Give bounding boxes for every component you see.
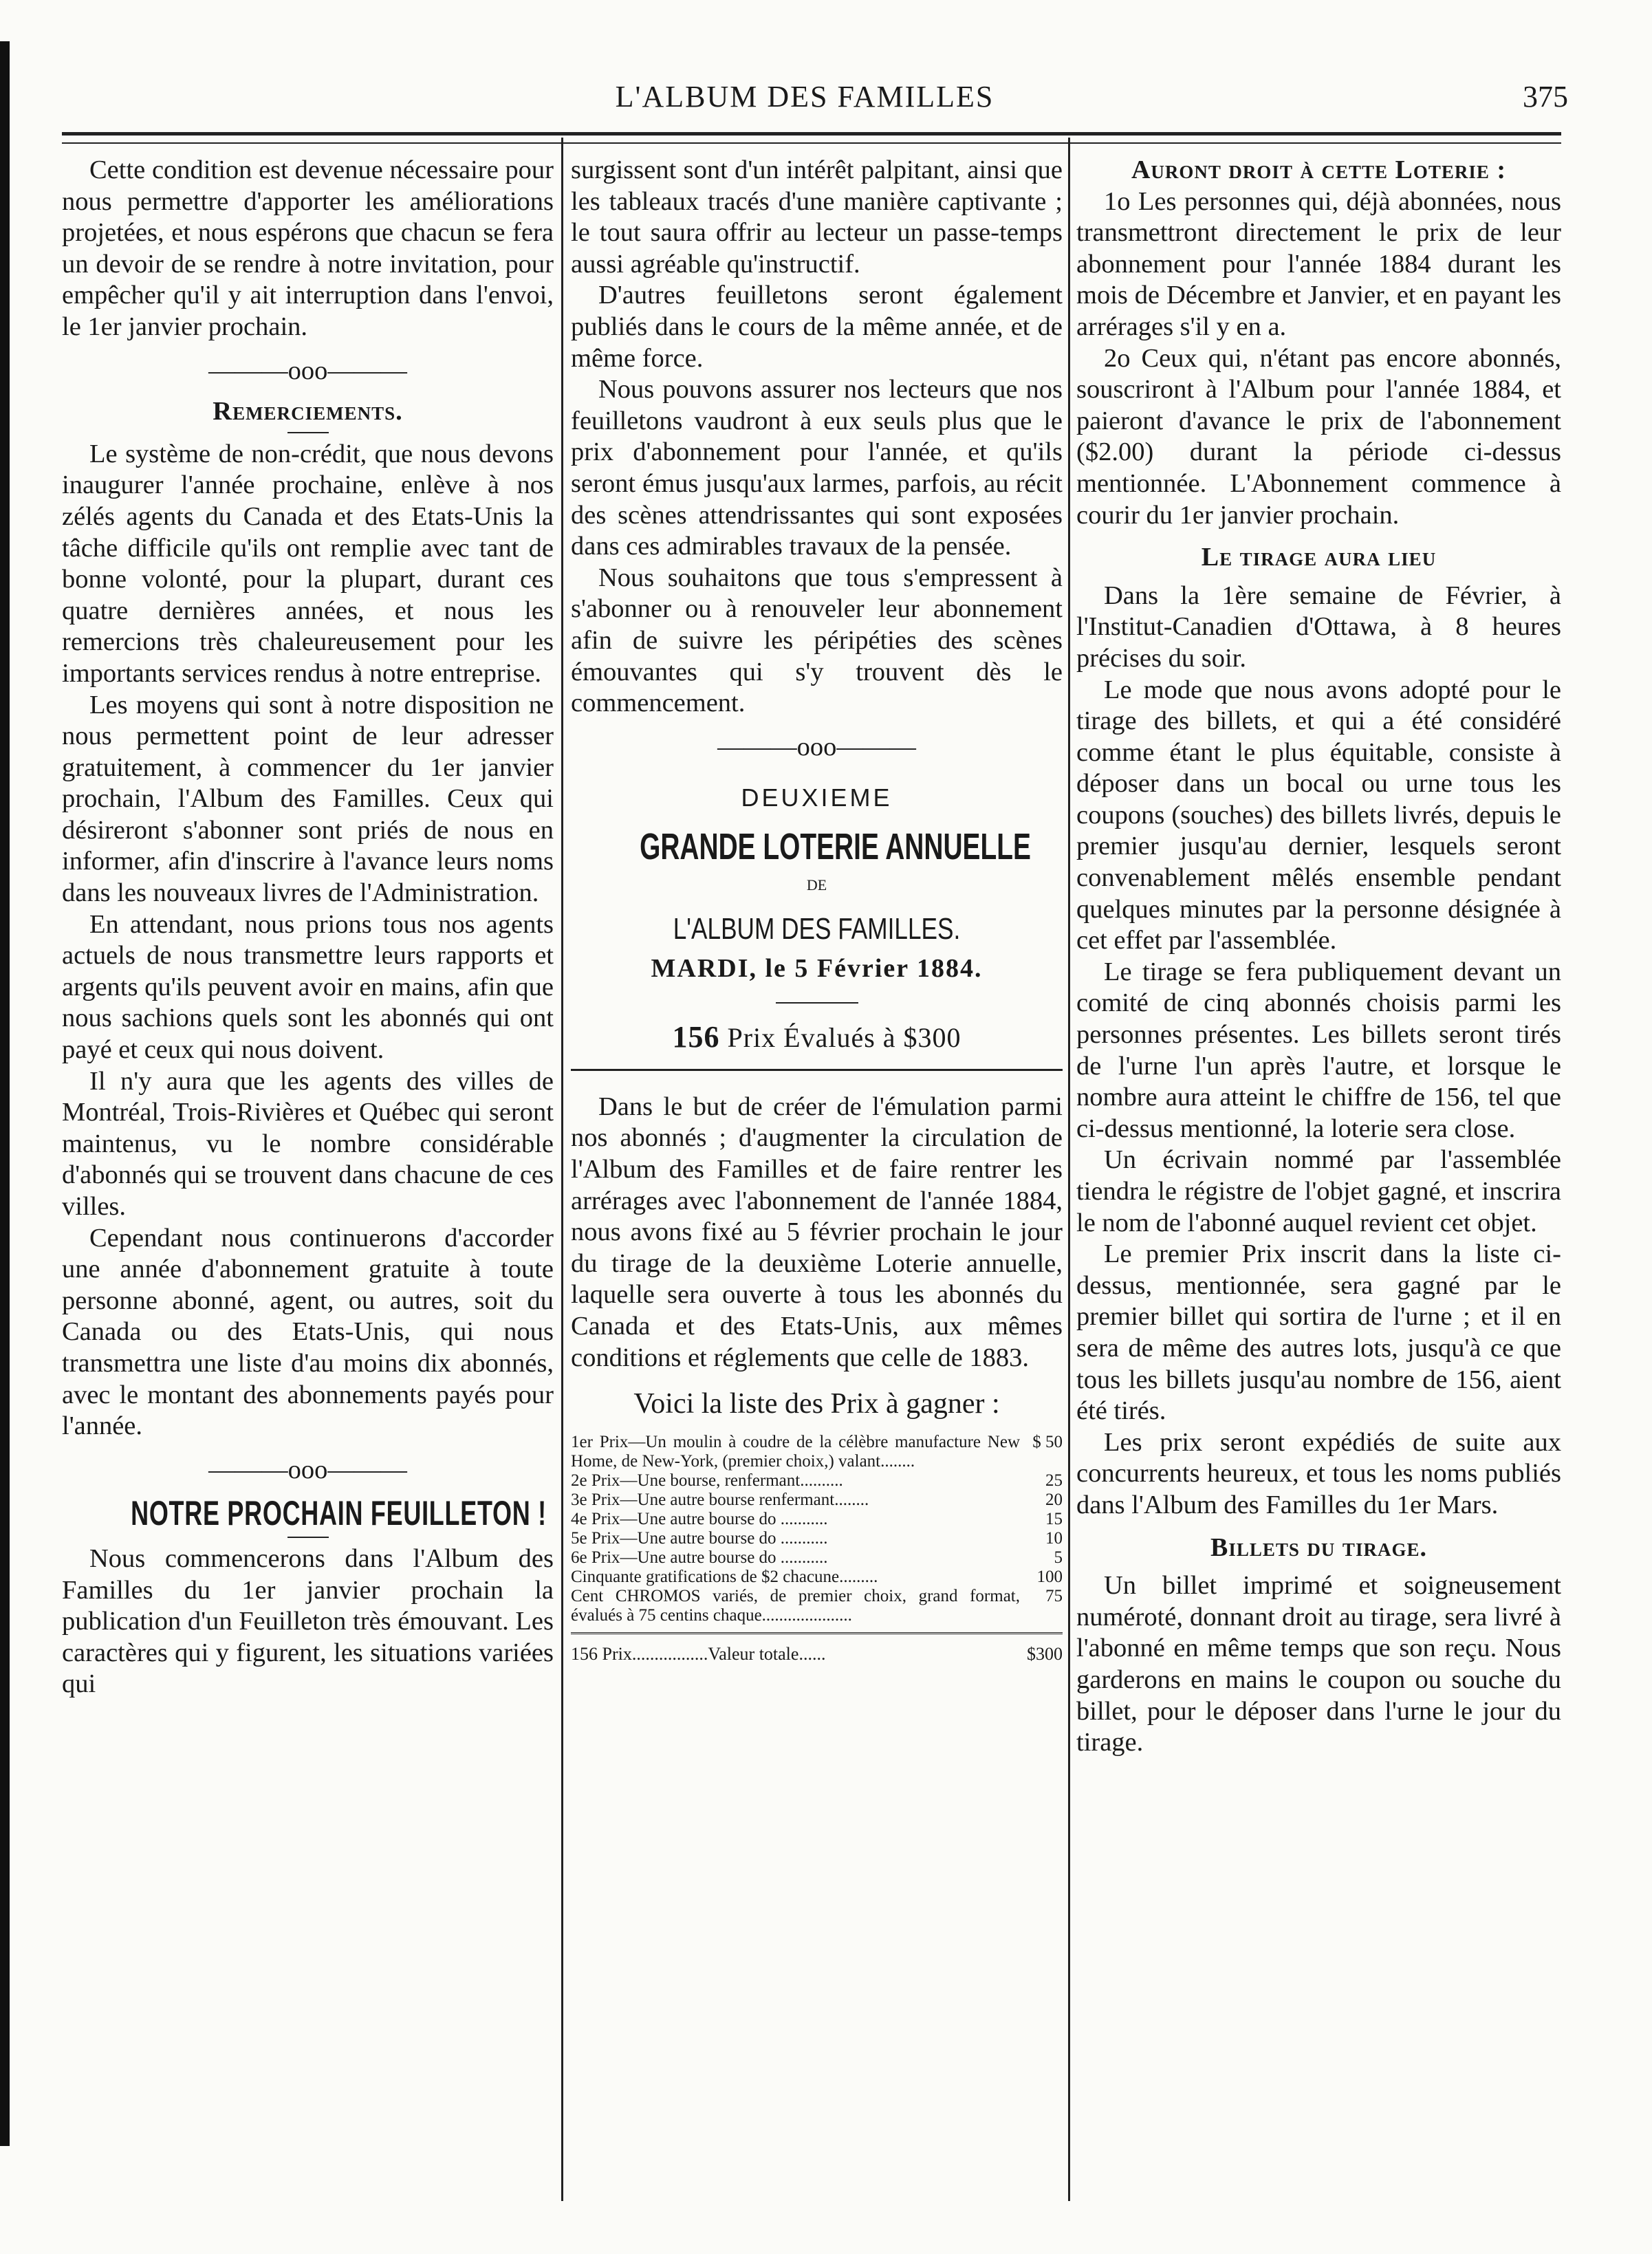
lottery-album: L'ALBUM DES FAMILLES. — [673, 912, 961, 946]
paragraph: Un écrivain nommé par l'assemblée tiendra le régistre de l'objet gagné, et inscrira le nom de l'abonné auquel revient cet objet. — [1076, 1145, 1561, 1237]
prize-amount: 100 — [1036, 1567, 1063, 1586]
paragraph: Nous commencerons dans l'Album des Familles du 1er janvier prochain la publication d'un Feuilleton très émouvant. Les caractères qui y figurent, les situations variées qui — [62, 1543, 554, 1699]
paragraph: Nous pouvons assurer nos lecteurs que nos feuilletons vaudront à eux seuls plus que le prix d'abonnement pour l'année, et qu'ils seront émus jusqu'aux larmes, parfois, au récit des scènes attendrissantes qui sont exposées dans ces admirables travaux de la pensée. — [571, 375, 1063, 561]
paragraph: Le mode que nous avons adopté pour le tirage des billets, et qui a été considéré comme étant le plus équitable, consiste à déposer dans un bocal ou urne tous les coupons (souches) des billets livrés, depuis le premier jusqu'au dernier, lesquels seront convenablement mêlés ensemble pendant quelques minutes par la personne désignée à cet effet par l'assemblée. — [1076, 675, 1561, 955]
prize-row — [571, 1510, 1063, 1529]
lottery-deuxieme: DEUXIEME — [741, 783, 893, 812]
paragraph: Cependant nous continuerons d'accorder une année d'abonnement gratuite à toute personne abonné, agent, ou autres, soit du Canada ou des Etats-Unis, qui nous transmettra une liste d'au moins dix abonnés, avec le montant des abonnements payés pour l'année. — [62, 1223, 554, 1441]
paragraph: Nous souhaitons que tous s'empressent à s'abonner ou à renouveler leur abonnement afin de suivre les péripéties des scènes émouvantes qui s'y trouvent dès le commencement. — [571, 563, 1063, 718]
column-1 — [62, 155, 554, 2204]
prize-label: 4e Prix—Une autre bourse do ........... — [571, 1509, 828, 1528]
total-label: 156 Prix.................Valeur totale...... — [571, 1643, 826, 1664]
separator: ———ooo——— — [208, 1455, 407, 1484]
prize-row — [571, 1471, 1063, 1491]
prize-value-text: Prix Évalués à $300 — [727, 1022, 961, 1054]
lottery-date: MARDI, le 5 Février 1884. — [651, 953, 983, 983]
prize-label: 3e Prix—Une autre bourse renfermant........ — [571, 1490, 869, 1509]
prize-label: 6e Prix—Une autre bourse do ........... — [571, 1548, 828, 1567]
page-edge — [0, 41, 10, 2146]
prize-amount: 5 — [1054, 1548, 1063, 1567]
prize-row — [571, 1568, 1063, 1587]
prize-table — [571, 1433, 1063, 1625]
prize-amount: 20 — [1045, 1490, 1063, 1509]
separator: ———ooo——— — [717, 732, 916, 761]
page-header — [41, 72, 1568, 127]
prize-label: 1er Prix—Un moulin à coudre de la célèbre manufacture New Home, de New-York, (premier choix,) valant........ — [571, 1432, 1020, 1471]
paragraph: Cette condition est devenue nécessaire pour nous permettre d'apporter les améliorations projetées, et nous espérons que chacun se fera un devoir de se rendre à notre invitation, pour empêcher qu'il y ait interruption dans l'envoi, le 1er janvier prochain. — [62, 155, 554, 341]
dash-rule — [287, 432, 329, 433]
heading-tirage: Le tirage aura lieu — [1201, 543, 1437, 572]
prize-total-row — [571, 1638, 1063, 1670]
paragraph: Le premier Prix inscrit dans la liste ci-dessus, mentionnée, sera gagné par le premier billet qui sortira de l'urne ; et il en sera de même des autres lots, jusqu'à ce que tous les billets jusqu'au nombre de 156, aient été tirés. — [1076, 1239, 1561, 1426]
paragraph: Dans le but de créer de l'émulation parmi nos abonnés ; d'augmenter la circulation de l'Album des Familles et de faire rentrer les arrérages avec l'abonnement de l'année 1884, nous avons fixé au 5 février prochain le jour du tirage de la deuxième Loterie annuelle, laquelle sera ouverte à tous les abonnés du Canada et des Etats-Unis, aux mêmes conditions et réglements que celle de 1883. — [571, 1092, 1063, 1372]
prize-row — [571, 1491, 1063, 1510]
dash-rule — [776, 1002, 858, 1004]
paragraph: Les prix seront expédiés de suite aux concurrents heureux, et tous les noms publiés dans l'Album des Familles du 1er Mars. — [1076, 1427, 1561, 1519]
paragraph: surgissent sont d'un intérêt palpitant, ainsi que les tableaux tracés d'une manière captivante ; le tout saura offrir au lecteur un passe-temps aussi agréable qu'instructif. — [571, 155, 1063, 279]
header-rule — [62, 132, 1561, 144]
lottery-de: DE — [806, 876, 827, 894]
prize-label: Cinquante gratifications de $2 chacune......... — [571, 1567, 878, 1586]
prize-amount: 75 — [1045, 1586, 1063, 1605]
prize-amount: 10 — [1045, 1528, 1063, 1548]
section-rule — [571, 1069, 1063, 1071]
page-number: 375 — [1523, 80, 1568, 113]
prize-amount: $ 50 — [1032, 1432, 1063, 1451]
paragraph: Il n'y aura que les agents des villes de Montréal, Trois-Rivières et Québec qui seront maintenus, vu le nombre considérable d'abonnés qui se trouvent dans chacune de ces villes. — [62, 1066, 554, 1221]
running-title: L'ALBUM DES FAMILLES — [615, 80, 995, 113]
prize-amount: 15 — [1045, 1509, 1063, 1528]
column-divider — [1068, 138, 1070, 2201]
prize-row — [571, 1587, 1063, 1625]
heading-feuilleton: NOTRE PROCHAIN FEUILLETON ! — [131, 1494, 547, 1533]
paragraph: Un billet imprimé et soigneusement numéroté, donnant droit au tirage, sera livré à l'abonné en même temps que son reçu. Nous garderons en mains le coupon ou souche du billet, pour le déposer dans l'urne le jour du tirage. — [1076, 1571, 1561, 1757]
paragraph: 1o Les personnes qui, déjà abonnées, nous transmettront directement le prix de leur abonnement pour l'année 1884 durant les mois de Décembre et Janvier, et en payant les arrérages s'il y en a. — [1076, 186, 1561, 341]
lottery-title: GRANDE LOTERIE ANNUELLE — [640, 825, 1031, 867]
column-3 — [1076, 155, 1561, 2204]
paragraph: 2o Ceux qui, n'étant pas encore abonnés, souscriront à l'Album pour l'année 1884, et paieront d'avance le prix de l'abonnement ($2.00) durant la période ci-dessus mentionnée. L'Abonnement commence à courir du 1er janvier prochain. — [1076, 343, 1561, 530]
prize-row — [571, 1529, 1063, 1548]
column-divider — [561, 138, 563, 2201]
prize-amount: 25 — [1045, 1471, 1063, 1490]
paragraph: Le tirage se fera publiquement devant un comité de cinq abonnés choisis parmi les personnes présentes. Les billets seront tirés de l'urne l'un après l'autre, et lorsque le nombre aura atteint le chiffre de 156, tel que ci-dessus mentionné, la loterie sera close. — [1076, 957, 1561, 1143]
heading-billets: Billets du tirage. — [1210, 1532, 1427, 1562]
paragraph: Dans la 1ère semaine de Février, à l'Institut-Canadien d'Ottawa, à 8 heures précises du soir. — [1076, 581, 1561, 673]
prize-list-heading: Voici la liste des Prix à gagner : — [633, 1388, 1000, 1420]
paragraph: Les moyens qui sont à notre disposition ne nous permettent point de leur adresser gratuitement, à commencer du 1er janvier prochain, l'Album des Familles. Ceux qui désireront s'abonner sont priés de nous en informer, afin d'inscrire à l'avance leurs noms dans les nouveaux livres de l'Administration. — [62, 690, 554, 908]
separator: ———ooo——— — [208, 356, 407, 385]
total-rule — [571, 1632, 1063, 1638]
prize-row — [571, 1433, 1063, 1471]
prize-row — [571, 1548, 1063, 1568]
total-amount: $300 — [1027, 1643, 1063, 1664]
paragraph: Le système de non-crédit, que nous devons inaugurer l'année prochaine, enlève à nos zélés agents du Canada et des Etats-Unis la tâche difficile qu'ils ont remplie avec tant de bonne volonté, pour la plupart, durant ces quatre dernières années, et nous les remercions très chaleureusement pour les importants services rendus à notre entreprise. — [62, 439, 554, 688]
paragraph: En attendant, nous prions tous nos agents actuels de nous transmettre leurs rapports et argents qu'ils peuvent avoir en mains, afin que nous sachions quels sont les abonnés qui ont payé et ceux qui nous doivent. — [62, 909, 554, 1065]
prize-label: Cent CHROMOS variés, de premier choix, grand format, évalués à 75 centins chaque..................... — [571, 1586, 1020, 1625]
heading-remerciements: Remerciements. — [213, 397, 403, 426]
heading-auront-droit: Auront droit à cette Loterie : — [1131, 155, 1507, 184]
prize-label: 5e Prix—Une autre bourse do ........... — [571, 1528, 828, 1548]
column-2 — [571, 155, 1063, 2204]
prize-count: 156 — [672, 1020, 720, 1054]
lottery-prizes-value — [571, 1021, 1063, 1054]
prize-label: 2e Prix—Une bourse, renfermant.......... — [571, 1471, 843, 1490]
paragraph: D'autres feuilletons seront également publiés dans le cours de la même année, et de même force. — [571, 281, 1063, 373]
dash-rule — [287, 1537, 329, 1538]
